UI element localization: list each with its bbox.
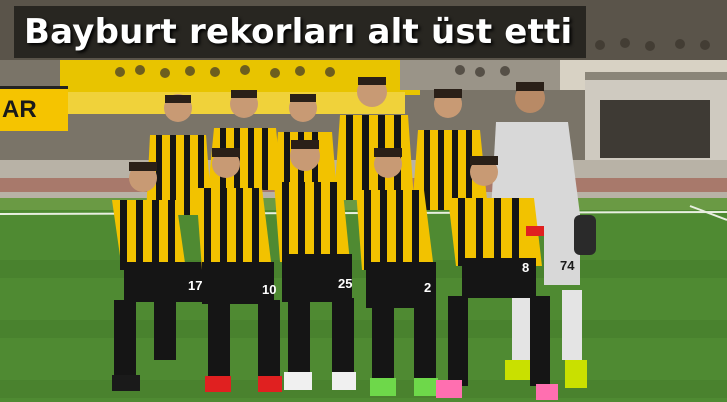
player-front-2-number: 10: [262, 282, 277, 297]
stadium-banner: [0, 86, 68, 131]
headline-text: Bayburt rekorları alt üst etti: [24, 12, 573, 52]
headline: [14, 6, 586, 58]
player-front-3-number: 25: [338, 276, 353, 291]
goalkeeper-number: 74: [560, 258, 575, 273]
player-front-1-number: 17: [188, 278, 203, 293]
player-front-5-number: 8: [522, 260, 530, 275]
stadium-banner-text: AR: [2, 96, 37, 123]
player-front-4-number: 2: [424, 280, 432, 295]
